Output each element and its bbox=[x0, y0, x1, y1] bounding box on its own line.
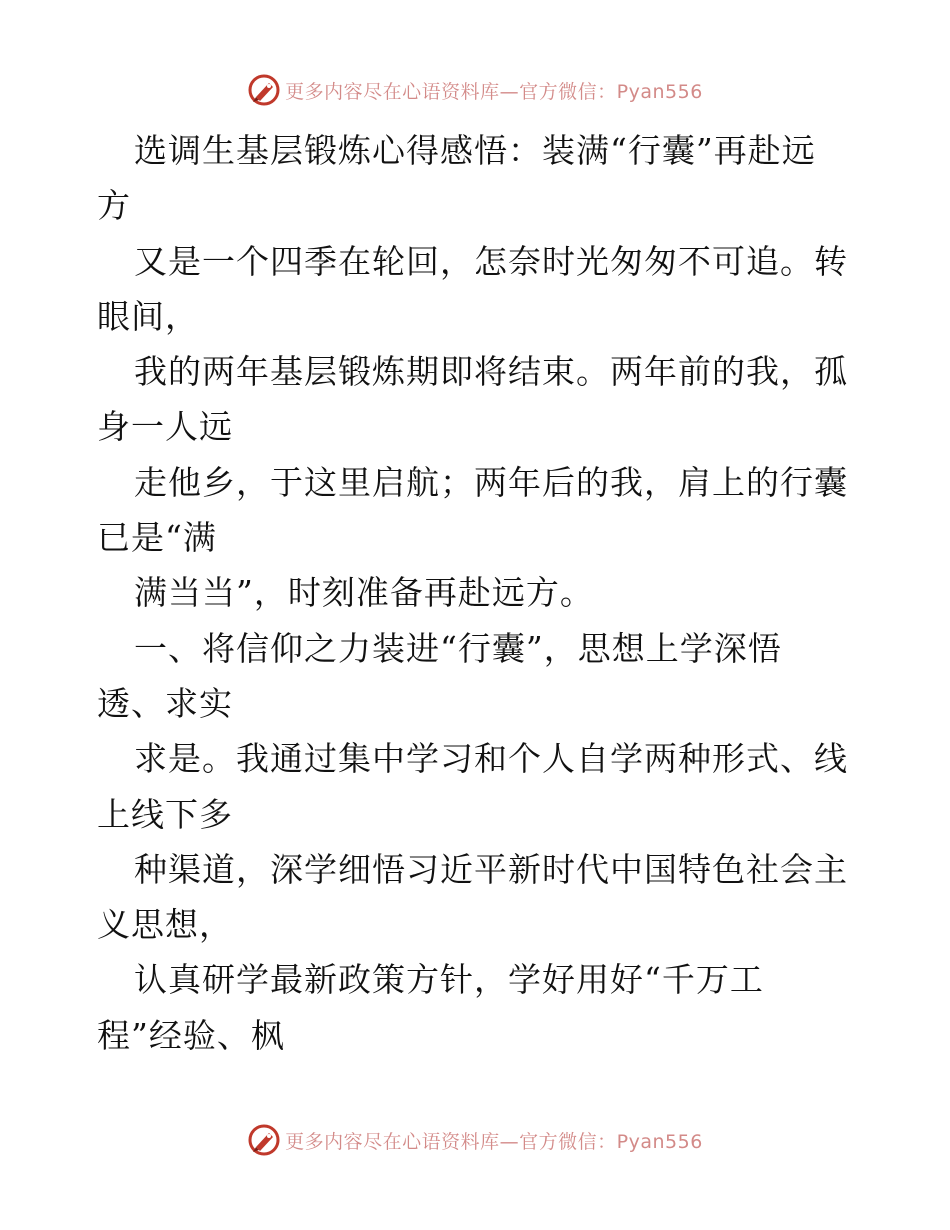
body-line: 选调生基层锻炼心得感悟：装满“行囊”再赴远 bbox=[134, 131, 816, 170]
body-line: 已是“满 bbox=[97, 518, 217, 558]
body-line: 认真研学最新政策方针，学好用好“千万工 bbox=[134, 960, 764, 1000]
document-body bbox=[97, 123, 857, 1063]
body-line: 求是。我通过集中学习和个人自学两种形式、线 bbox=[134, 739, 848, 779]
pen-nib-logo-icon bbox=[247, 1123, 281, 1157]
body-line: 一、将信仰之力装进“行囊”，思想上学深悟 bbox=[134, 628, 782, 668]
body-line: 透、求实 bbox=[97, 683, 233, 723]
body-line: 种渠道，深学细悟习近平新时代中国特色社会主 bbox=[134, 849, 848, 889]
pen-nib-logo-icon bbox=[247, 73, 281, 107]
header-watermark-banner bbox=[0, 70, 950, 110]
watermark-text: 更多内容尽在心语资料库—官方微信：Pyan556 bbox=[285, 1130, 703, 1153]
watermark-text: 更多内容尽在心语资料库—官方微信：Pyan556 bbox=[285, 80, 703, 103]
body-line: 方 bbox=[97, 186, 131, 226]
body-line: 我的两年基层锻炼期即将结束。两年前的我，孤 bbox=[134, 352, 848, 392]
body-line: 上线下多 bbox=[97, 794, 233, 834]
body-line: 程”经验、枫 bbox=[97, 1015, 285, 1055]
body-line: 身一人远 bbox=[97, 407, 233, 447]
body-line: 眼间， bbox=[97, 296, 199, 336]
footer-watermark-banner bbox=[0, 1120, 950, 1160]
body-line: 义思想， bbox=[97, 905, 233, 945]
body-line: 又是一个四季在轮回，怎奈时光匆匆不可追。转 bbox=[134, 241, 848, 281]
body-line: 走他乡，于这里启航；两年后的我，肩上的行囊 bbox=[134, 462, 848, 502]
body-line: 满当当”，时刻准备再赴远方。 bbox=[134, 573, 594, 613]
